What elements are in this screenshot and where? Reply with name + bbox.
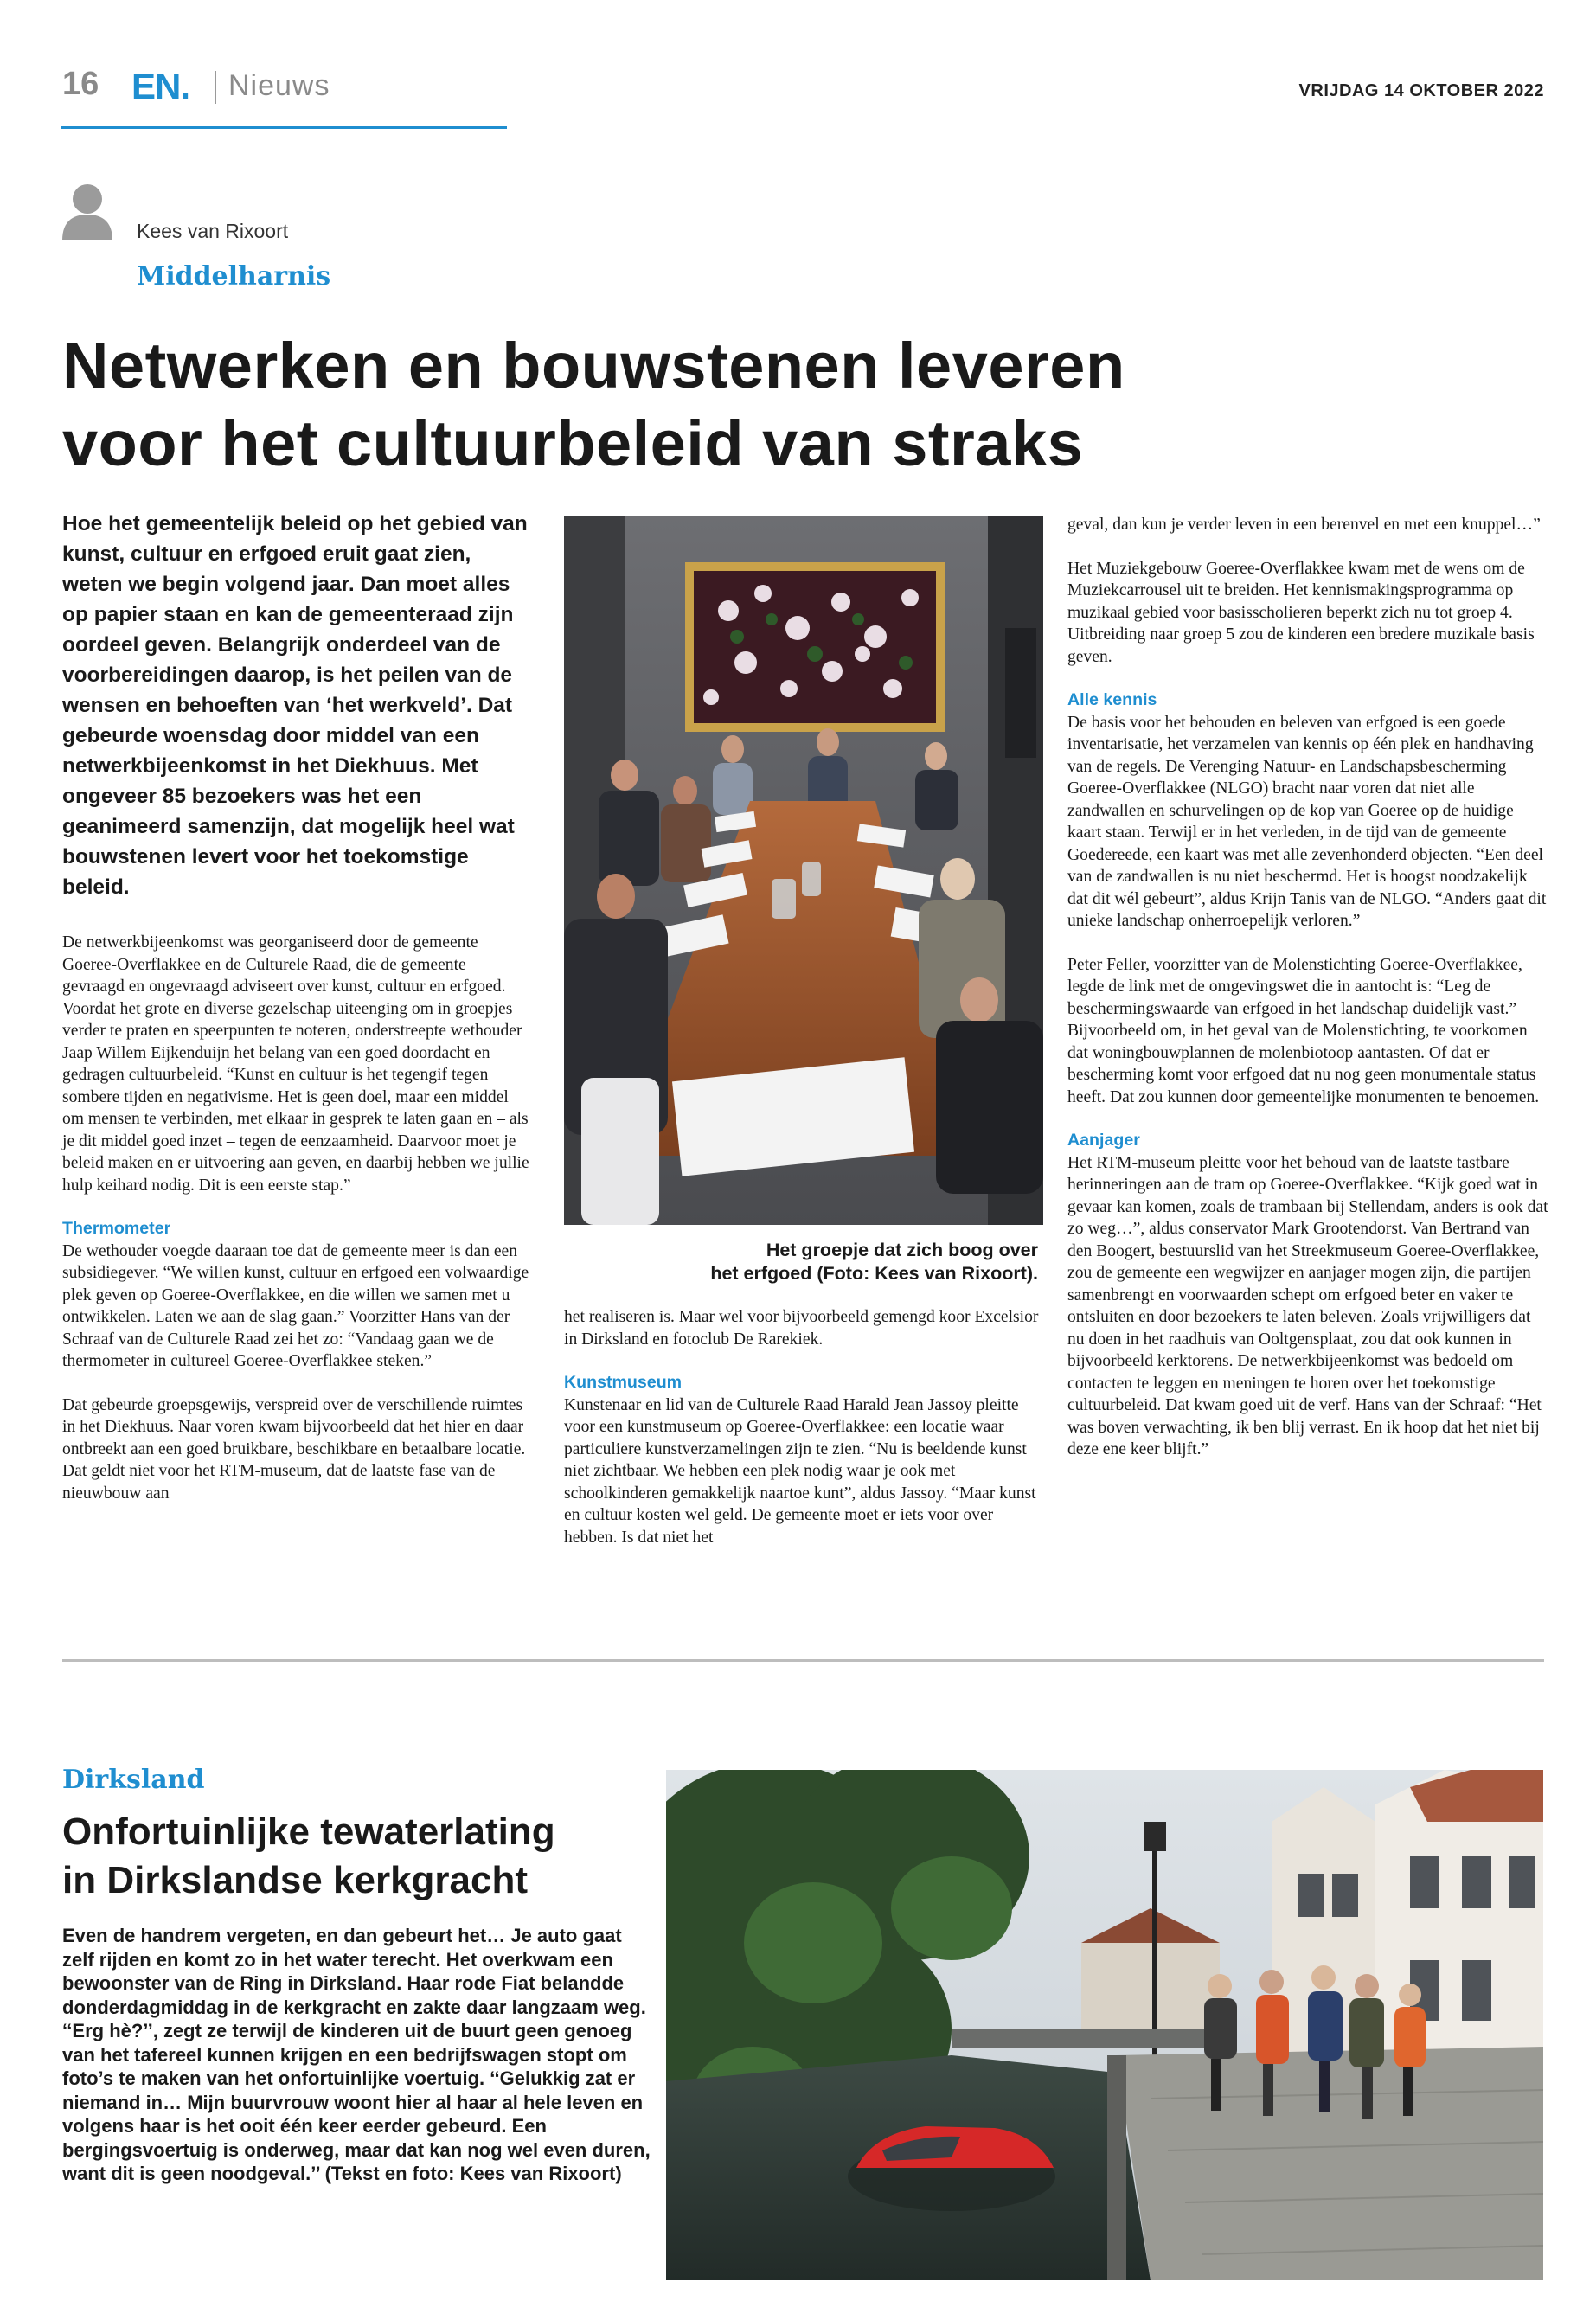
- body-paragraph: Peter Feller, voorzitter van de Molenstichting Goeree-Overflakkee, legde de link met de omgevingswet die in aantocht is: “Leg de beschermingswaarde van erfgoed in het landschap duidelijk vast.” Bijvoorbeeld om, in het geval van de Molenstichting, te voorkomen dat woningbouwplannen de molenbiotoop aantasten. Of dat er bescherming komt voor erfgoed dat nu nog geen monumentale status heeft. Dat zou kunnen door gemeentelijke monumenten te benoemen.: [1067, 955, 1540, 1106]
- person-silhouette-icon: [62, 182, 112, 240]
- body-paragraph: Het Muziekgebouw Goeree-Overflakkee kwam met de wens om de Muziekcarrousel uit te breiden. Het kennismakingsprogramma op muzikaal gebied voor basisscholieren beperkt zich nu tot groep 4. Uitbreiding naar groep 5 zou de kinderen een bredere muzikale basis geven.: [1067, 559, 1535, 666]
- caption-line-1: Het groepje dat zich boog over: [766, 1240, 1038, 1260]
- headline-line-2: in Dirkslandse kerkgracht: [62, 1859, 529, 1901]
- body-paragraph: Kunstenaar en lid van de Culturele Raad Harald Jean Jassoy pleitte voor een kunstmuseum op Goeree-Overflakkee: een locatie waar particuliere kunstverzamelingen zijn te zien. “Nu is beeldende kunst niet zichtbaar. We hebben een plek nodig waar je ook met schoolkinderen gemakkelijk naartoe kunt”, aldus Jassoy. “Maar kunst en cultuur kosten wel geld. De gemeente moet er iets voor over hebben. Is dat niet het: [564, 1395, 1036, 1547]
- headline-line-1: Netwerken en bouwstenen leveren: [62, 330, 1125, 401]
- subheading: Thermometer: [62, 1219, 171, 1238]
- header-separator: [215, 71, 216, 104]
- article-headline: [62, 327, 1360, 483]
- header-rule: [61, 126, 507, 129]
- body-paragraph: De basis voor het behouden en beleven van erfgoed is een goede inventarisatie, het verzamelen van kennis op één plek en handhaving van de regels. De Verenging Natuur- en Landschapsbescherming Goeree-Overflakkee (NLGO) bracht naar voren dat niet alle zandwallen en schurvelingen op de kop van Goeree op de huidige kaart staan. Terwijl er in het verleden, in de tijd van de gemeente Goedereede, een kaart was met alle zevenhonderd objecten. “Een deel van de zandwallen is nu niet beschermd. Het is hoogst noodzakelijk dat dit wél gebeurt”, aldus Krijn Tanis van de NLGO. “Anders gaat dit unieke landschap onherroepelijk verloren.”: [1067, 713, 1547, 930]
- headline-line-1: Onfortuinlijke tewaterlating: [62, 1811, 555, 1853]
- article-kicker: Dirksland: [62, 1765, 205, 1795]
- caption-line-2: het erfgoed (Foto: Kees van Rixoort).: [710, 1263, 1038, 1284]
- car-in-canal-photo: [666, 1770, 1543, 2280]
- body-paragraph: Dat gebeurde groepsgewijs, verspreid over de verschillende ruimtes in het Diekhuus. Naar voren kwam bijvoorbeeld dat het hier en daar ontbreekt aan een goed bruikbare, beschikbare en betaalbare locatie. Dat geldt niet voor het RTM-museum, dat de laatste fase van de nieuwbouw aan: [62, 1395, 526, 1503]
- body-paragraph: het realiseren is. Maar wel voor bijvoorbeeld gemengd koor Excelsior in Dirksland en fotoclub De Rarekiek.: [564, 1308, 1039, 1349]
- page-number: 16: [62, 66, 99, 102]
- article-lead: Hoe het gemeentelijk beleid op het gebied van kunst, cultuur en erfgoed eruit gaat zien, weten we begin volgend jaar. Dan moet alles op papier staan en kan de gemeenteraad zijn oordeel geven. Belangrijk onderdeel van de voorbereidingen daarop, is het peilen van de wensen en behoeften van ‘het werkveld’. Dat gebeurde woensdag door middel van een netwerkbijeenkomst in het Diekhuus. Met ongeveer 85 bezoekers was het een geanimeerd samenzijn, dat mogelijk heel wat bouwstenen levert voor het toekomstige beleid.: [62, 512, 528, 899]
- meeting-photo: [564, 516, 1043, 1225]
- subheading: Kunstmuseum: [564, 1373, 683, 1392]
- body-paragraph: Het RTM-museum pleitte voor het behoud van de laatste tastbare herinneringen aan de tram op Goeree-Overflakkee. “Kijk goed wat in gevaar kan komen, zoals de trambaan bij Stellendam, anders is ook dat zo weg…”, aldus conservator Mark Grootendorst. Van Bertrand van den Boogert, bestuurslid van het Streekmuseum Goeree-Overflakkee, zou de gemeente een wegwijzer en aanjager mogen zijn, die partijen samenbrengt en voorwaarden schept om erfgoed beter en vaker te ontsluiten en door bezoekers te laten beleven. Zoals vrijwilligers dat nu doen in het raadhuis van Ooltgensplaat, zou dat ook kunnen in bijvoorbeeld kerktorens. De netwerkbijeenkomst was bedoeld om contacten te leggen en meningen te horen over het toekomstige cultuurbeleid. Dat kwam goed uit de verf. Hans van der Schraaf: “Het was boven verwachting, ik ben blij verrast. En ik hoop dat het niet bij deze ene keer blijft.”: [1067, 1153, 1548, 1458]
- body-paragraph: De wethouder voegde daaraan toe dat de gemeente meer is dan een subsidiegever. “We willen kunst, cultuur en erfgoed een volwaardige plek geven op Goeree-Overflakkee, en die willen we samen met u ontwikkelen. Laten we aan de slag gaan.” Voorzitter Hans van der Schraaf van de Culturele Raad zei het zo: “Vandaag gaan we de thermometer in cultureel Goeree-Overflakkee steken.”: [62, 1241, 529, 1370]
- article-column-2: [564, 1306, 1045, 1570]
- article-column-1: [62, 509, 529, 1526]
- article-column-3: [1067, 514, 1548, 1483]
- body-paragraph: geval, dan kun je verder leven in een berenvel en met een knuppel…”: [1067, 516, 1541, 534]
- newspaper-logo: EN.: [131, 66, 190, 106]
- article-lead: Even de handrem vergeten, en dan gebeurt het… Je auto gaat zelf rijden en komt zo in het water terecht. Het overkwam een bewoonster van de Ring in Dirksland. Haar rode Fiat belandde donderdagmiddag in de kerkgracht en zakte daar langzaam weg. ‘‘Erg hè?’’, zegt ze terwijl de kinderen uit de buurt geen genoeg van het tafereel kunnen krijgen en een bedrijfswagen stopt om foto’s te maken van het onfortuinlijke voertuig. ‘‘Gelukkig zat er niemand in… Mijn buurvrouw woont hier al haar al hele leven en volgens haar is het ooit één keer eerder gebeurd. Een bergingsvoertuig is onderweg, maar dat kan nog wel even duren, want dit is geen noodgeval.’’ (Tekst en foto: Kees van Rixoort): [62, 1925, 651, 2184]
- section-name: Nieuws: [228, 69, 330, 102]
- publication-date: VRIJDAG 14 OKTOBER 2022: [1298, 81, 1544, 100]
- photo-caption: [564, 1239, 1038, 1285]
- subheading: Alle kennis: [1067, 690, 1157, 709]
- article-headline: [62, 1808, 668, 1905]
- article-divider: [62, 1659, 1544, 1662]
- headline-line-2: voor het cultuurbeleid van straks: [62, 407, 1084, 479]
- author-name: Kees van Rixoort: [137, 220, 289, 242]
- subheading: Aanjager: [1067, 1131, 1140, 1150]
- body-paragraph: De netwerkbijeenkomst was georganiseerd door de gemeente Goeree-Overflakkee en de Culturele Raad, die de gemeente gevraagd en ongevraagd adviseert over kunst, cultuur en erfgoed. Voordat het grote en diverse gezelschap uiteenging om in groepjes verder te praten en speerpunten te noteren, onderstreepte wethouder Jaap Willem Eijkenduijn het belang van een goed doordacht en gedragen cultuurbeleid. “Kunst en cultuur is het tegengif tegen sombere tijden en negativisme. Het is geen doel, maar een middel om mensen te verbinden, met elkaar in gesprek te laten gaan en – als je dit middel goed inzet – tegen de eenzaamheid. Daarvoor moet je beleid maken en er uitvoering aan geven, en daarbij hebben we jullie hulp keihard nodig. Dit is een eerste stap.”: [62, 933, 529, 1195]
- article-kicker: Middelharnis: [137, 261, 331, 292]
